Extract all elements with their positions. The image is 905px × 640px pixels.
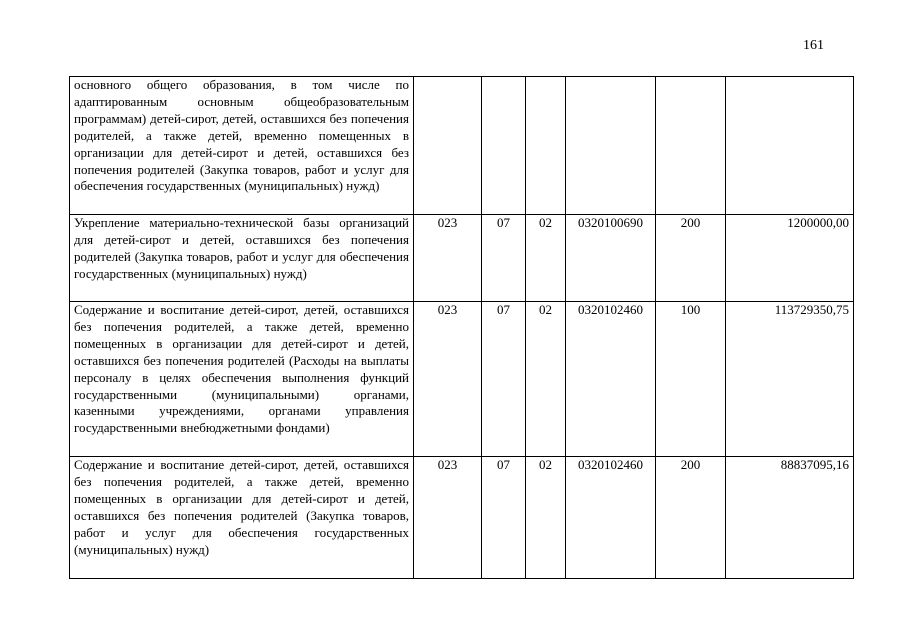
table-row: [70, 77, 854, 215]
amount: 113729350,75: [726, 302, 854, 457]
ministry-code: [414, 77, 482, 215]
subsection-code: 02: [526, 457, 566, 579]
subsection-code: 02: [526, 302, 566, 457]
section-code: 07: [482, 302, 526, 457]
ministry-code: 023: [414, 302, 482, 457]
expense-description: основного общего образования, в том числе по адаптированным основным общеобразовательным программам) детей-сирот, детей, оставшихся без попечения родителей, а также детей, временно помещенных в организации для детей-сирот и детей, оставшихся без попечения родителей (Закупка товаров, работ и услуг для обеспечения государственных (муниципальных) нужд): [70, 77, 414, 215]
expense-description: Укрепление материально-технической базы организаций для детей-сирот и детей, оставшихся без попечения родителей (Закупка товаров, работ и услуг для обеспечения государственных (муниципальных) нужд): [70, 215, 414, 302]
target-article-code: 0320102460: [566, 302, 656, 457]
subsection-code: 02: [526, 215, 566, 302]
amount: 1200000,00: [726, 215, 854, 302]
table-row: [70, 215, 854, 302]
ministry-code: 023: [414, 215, 482, 302]
amount: 88837095,16: [726, 457, 854, 579]
target-article-code: [566, 77, 656, 215]
expense-type-code: 200: [656, 215, 726, 302]
target-article-code: 0320100690: [566, 215, 656, 302]
amount: [726, 77, 854, 215]
table-row: [70, 457, 854, 579]
table-row: [70, 302, 854, 457]
page-number: 161: [803, 38, 824, 53]
expense-type-code: 100: [656, 302, 726, 457]
expense-description: Содержание и воспитание детей-сирот, детей, оставшихся без попечения родителей, а также детей, временно помещенных в организации для детей-сирот и детей, оставшихся без попечения родителей (Закупка товаров, работ и услуг для обеспечения государственных (муниципальных) нужд): [70, 457, 414, 579]
budget-table: [69, 76, 854, 579]
expense-type-code: [656, 77, 726, 215]
ministry-code: 023: [414, 457, 482, 579]
section-code: 07: [482, 457, 526, 579]
target-article-code: 0320102460: [566, 457, 656, 579]
section-code: 07: [482, 215, 526, 302]
expense-description: Содержание и воспитание детей-сирот, детей, оставшихся без попечения родителей, а также детей, временно помещенных в организации для детей-сирот и детей, оставшихся без попечения родителей (Расходы на выплаты персоналу в целях обеспечения выполнения функций государственными (муниципальными) органами, казенными учреждениями, органами управления государственными внебюджетными фондами): [70, 302, 414, 457]
subsection-code: [526, 77, 566, 215]
expense-type-code: 200: [656, 457, 726, 579]
section-code: [482, 77, 526, 215]
